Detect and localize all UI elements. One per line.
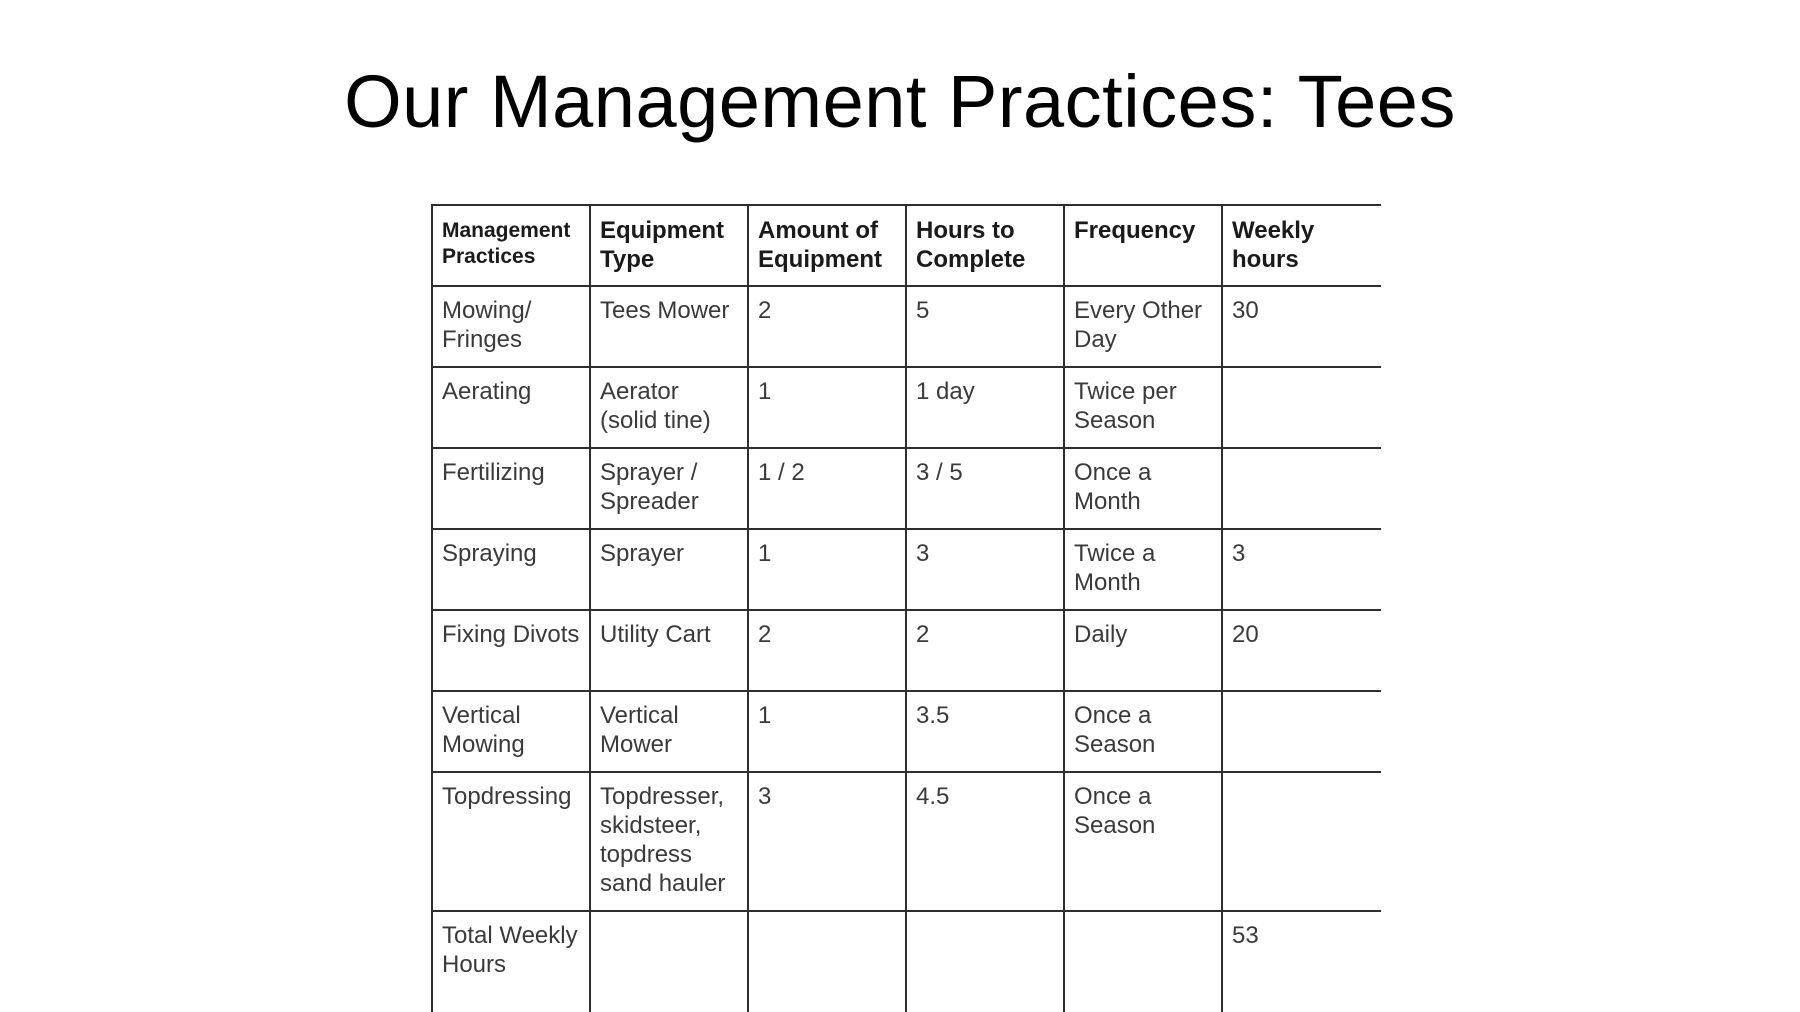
cell-hours: 3 (906, 529, 1064, 610)
cell-equipment-type: Aerator (solid tine) (590, 367, 748, 448)
header-equipment-type: Equipment Type (590, 205, 748, 286)
cell-frequency: Daily (1064, 610, 1222, 691)
cell-empty (590, 911, 748, 1012)
cell-practice: Fertilizing (432, 448, 590, 529)
header-management-practices: Management Practices (432, 205, 590, 286)
cell-practice: Fixing Divots (432, 610, 590, 691)
cell-amount: 1 / 2 (748, 448, 906, 529)
cell-frequency: Once a Month (1064, 448, 1222, 529)
cell-hours: 3.5 (906, 691, 1064, 772)
table-row (432, 448, 1381, 529)
table-row (432, 367, 1381, 448)
cell-practice: Aerating (432, 367, 590, 448)
header-amount-of-equipment: Amount of Equipment (748, 205, 906, 286)
cell-hours: 1 day (906, 367, 1064, 448)
slide-title: Our Management Practices: Tees (344, 60, 1456, 143)
cell-weekly-hours: 20 (1222, 610, 1381, 691)
cell-weekly-hours (1222, 367, 1381, 448)
cell-weekly-hours: 30 (1222, 286, 1381, 367)
cell-empty (748, 911, 906, 1012)
cell-weekly-hours (1222, 448, 1381, 529)
practices-table (431, 204, 1381, 1012)
table-row (432, 529, 1381, 610)
cell-hours: 3 / 5 (906, 448, 1064, 529)
cell-amount: 1 (748, 529, 906, 610)
cell-practice: Vertical Mowing (432, 691, 590, 772)
header-hours-to-complete: Hours to Complete (906, 205, 1064, 286)
cell-hours: 5 (906, 286, 1064, 367)
cell-amount: 1 (748, 367, 906, 448)
cell-equipment-type: Tees Mower (590, 286, 748, 367)
cell-amount: 3 (748, 772, 906, 911)
cell-weekly-hours: 3 (1222, 529, 1381, 610)
header-frequency: Frequency (1064, 205, 1222, 286)
cell-hours: 4.5 (906, 772, 1064, 911)
cell-empty (1064, 911, 1222, 1012)
cell-equipment-type: Vertical Mower (590, 691, 748, 772)
table-header-row (432, 205, 1381, 286)
table-row (432, 286, 1381, 367)
cell-equipment-type: Topdresser, skidsteer, topdress sand hauler (590, 772, 748, 911)
table-row (432, 691, 1381, 772)
table-row-total (432, 911, 1381, 1012)
cell-frequency: Every Other Day (1064, 286, 1222, 367)
cell-amount: 2 (748, 610, 906, 691)
cell-weekly-hours (1222, 691, 1381, 772)
cell-practice: Topdressing (432, 772, 590, 911)
table-row (432, 772, 1381, 911)
cell-equipment-type: Sprayer (590, 529, 748, 610)
cell-equipment-type: Utility Cart (590, 610, 748, 691)
practices-table-container (431, 204, 1381, 1012)
cell-practice: Spraying (432, 529, 590, 610)
cell-frequency: Twice a Month (1064, 529, 1222, 610)
table-row (432, 610, 1381, 691)
cell-frequency: Once a Season (1064, 691, 1222, 772)
cell-hours: 2 (906, 610, 1064, 691)
cell-amount: 1 (748, 691, 906, 772)
cell-equipment-type: Sprayer / Spreader (590, 448, 748, 529)
cell-empty (906, 911, 1064, 1012)
cell-frequency: Twice per Season (1064, 367, 1222, 448)
cell-weekly-hours (1222, 772, 1381, 911)
cell-total-label: Total Weekly Hours (432, 911, 590, 1012)
cell-practice: Mowing/ Fringes (432, 286, 590, 367)
cell-amount: 2 (748, 286, 906, 367)
cell-frequency: Once a Season (1064, 772, 1222, 911)
header-weekly-hours: Weekly hours (1222, 205, 1381, 286)
cell-total-weekly-hours: 53 (1222, 911, 1381, 1012)
